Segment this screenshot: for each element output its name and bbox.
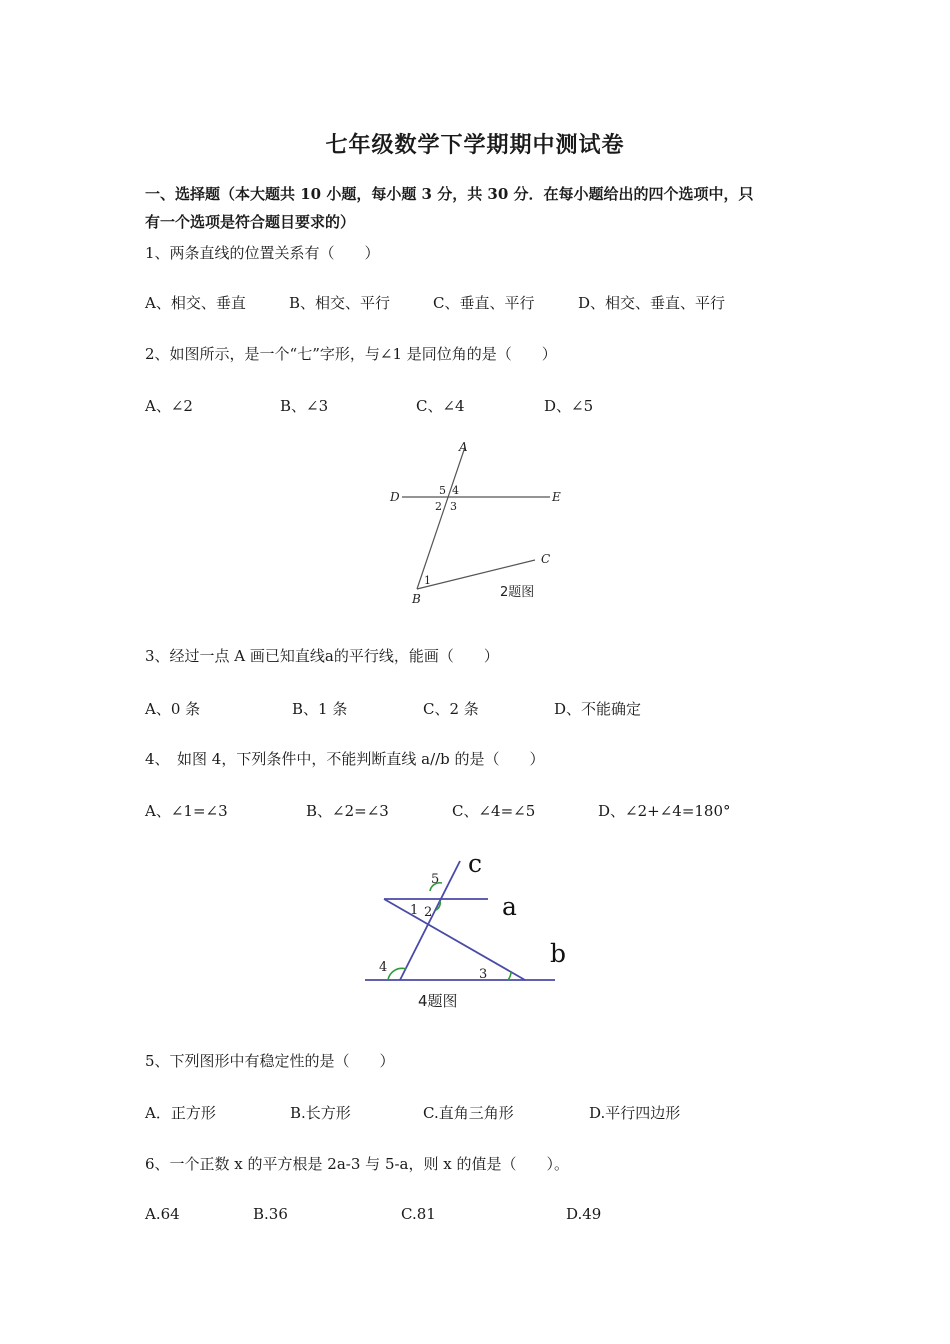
question-2-option-b: B、∠3 (280, 397, 329, 415)
question-2-stem: 2、如图所示，是一个“七”字形，与∠1 是同位角的是（ ） (145, 345, 557, 363)
label-point-b: B (412, 592, 421, 606)
question-1-option-c: C、垂直、平行 (433, 294, 535, 312)
question-1-option-b: B、相交、平行 (289, 294, 391, 312)
question-6-stem: 6、一个正数 x 的平方根是 2a-3 与 5-a，则 x 的值是（ ）。 (145, 1155, 569, 1173)
label-angle-2: 2 (435, 500, 442, 513)
question-6-option-b: B.36 (253, 1205, 288, 1223)
question-3-option-a: A、0 条 (145, 700, 201, 718)
label-angle-4: 4 (452, 484, 459, 497)
question-1-stem: 1、两条直线的位置关系有（ ） (145, 244, 380, 262)
question-6-option-c: C.81 (401, 1205, 436, 1223)
question-2-option-d: D、∠5 (544, 397, 594, 415)
question-4-option-a: A、∠1=∠3 (145, 802, 228, 820)
question-3-stem: 3、经过一点 A 画已知直线a的平行线，能画（ ） (145, 647, 499, 665)
question-5-option-d: D.平行四边形 (589, 1104, 681, 1122)
label-point-a: A (459, 440, 468, 454)
label-point-c: C (541, 552, 551, 566)
question-6-option-d: D.49 (566, 1205, 602, 1223)
question-5-option-c: C.直角三角形 (423, 1104, 514, 1122)
question-4-stem: 4、 如图 4，下列条件中，不能判断直线 a//b 的是（ ） (145, 750, 545, 768)
question-6-option-a: A.64 (145, 1205, 180, 1223)
figure-4-diagram (360, 845, 590, 1015)
question-1-option-a: A、相交、垂直 (145, 294, 246, 312)
label-line-a: a (502, 892, 517, 921)
figure-2-caption: 2题图 (500, 585, 535, 600)
section-heading-line1: 一、选择题（本大题共 10 小题，每小题 3 分，共 30 分．在每小题给出的四个选项中，只 (145, 185, 754, 203)
label-point-d: D (390, 490, 400, 504)
line-ab (417, 447, 465, 589)
question-4-option-d: D、∠2+∠4=180° (598, 802, 731, 820)
label-point-e: E (552, 490, 561, 504)
question-3-option-b: B、1 条 (292, 700, 348, 718)
page-title: 七年级数学下学期期中测试卷 (325, 132, 625, 158)
question-5-option-b: B.长方形 (290, 1104, 351, 1122)
figure-4-caption: 4题图 (418, 992, 458, 1010)
label-angle-3: 3 (479, 967, 488, 982)
question-1-option-d: D、相交、垂直、平行 (578, 294, 726, 312)
question-4-option-b: B、∠2=∠3 (306, 802, 389, 820)
arc-angle-3 (508, 972, 511, 980)
question-5-option-a: A．正方形 (145, 1104, 216, 1122)
line-c (400, 861, 460, 980)
question-5-stem: 5、下列图形中有稳定性的是（ ） (145, 1052, 395, 1070)
question-4-option-c: C、∠4=∠5 (452, 802, 536, 820)
label-angle-5: 5 (431, 872, 440, 887)
label-angle-4: 4 (379, 960, 388, 975)
label-angle-1: 1 (424, 574, 431, 587)
label-line-c: c (468, 849, 483, 878)
label-angle-5: 5 (439, 484, 446, 497)
figure-2-diagram (380, 435, 580, 610)
label-angle-1: 1 (410, 903, 419, 918)
section-heading-line2: 有一个选项是符合题目要求的） (145, 213, 356, 231)
question-2-option-c: C、∠4 (416, 397, 465, 415)
label-angle-3: 3 (450, 500, 457, 513)
question-2-option-a: A、∠2 (145, 397, 193, 415)
label-line-b: b (550, 939, 567, 968)
label-angle-2: 2 (424, 905, 433, 920)
question-3-option-d: D、不能确定 (554, 700, 642, 718)
question-3-option-c: C、2 条 (423, 700, 479, 718)
